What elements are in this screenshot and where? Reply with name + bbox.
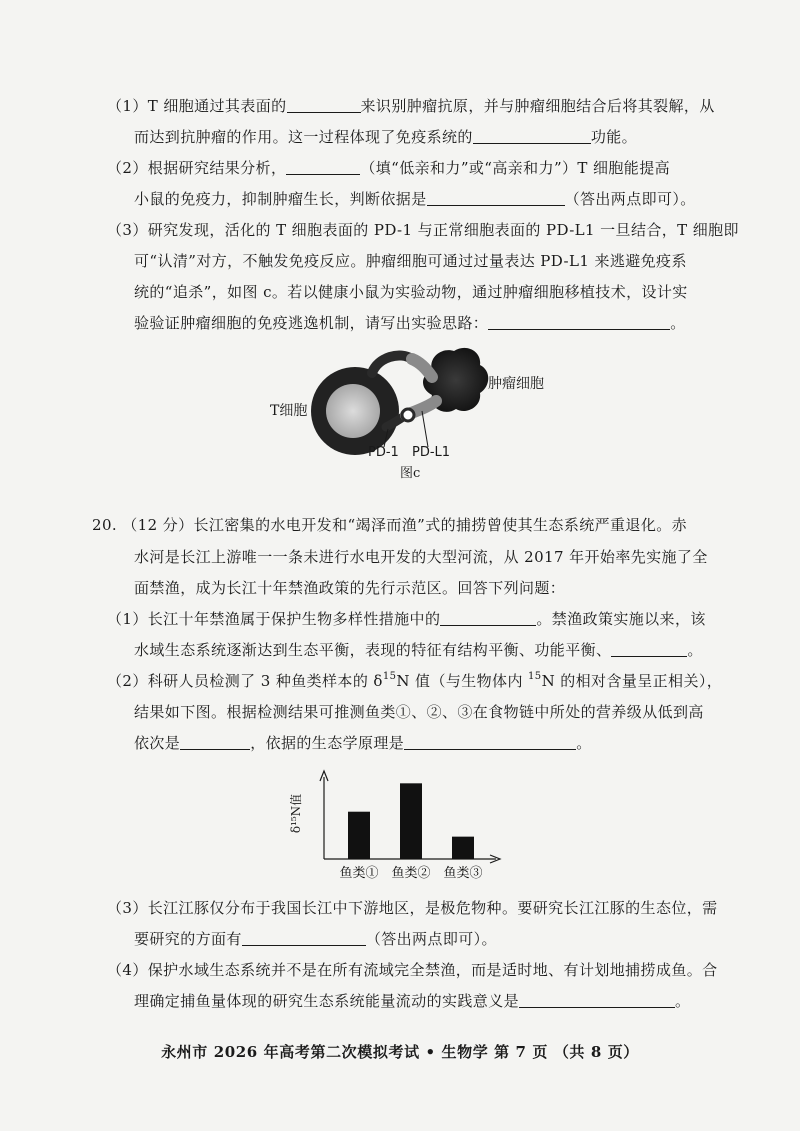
answer-blank[interactable] (427, 190, 565, 206)
q19-p1-line1: （1）T 细胞通过其表面的 来识别肿瘤抗原，并与肿瘤细胞结合后将其裂解，从 (107, 97, 715, 115)
answer-blank[interactable] (404, 734, 576, 750)
q20-p2-line2: 结果如下图。根据检测结果可推测鱼类①、②、③在食物链中所处的营养级从低到高 (134, 703, 704, 721)
pdl1-ligand-upper (412, 359, 432, 377)
pd1-label: PD-1 (368, 445, 399, 460)
chart-svg (300, 765, 510, 885)
q19-p3-line1: （3）研究发现，活化的 T 细胞表面的 PD-1 与正常细胞表面的 PD-L1 一旦结合，T 细胞即 (107, 221, 739, 239)
x-tick-label-3: 鱼类③ (443, 866, 483, 881)
delta15n-bar-chart (289, 765, 510, 885)
answer-blank[interactable] (242, 930, 366, 946)
figure-c (260, 335, 560, 485)
answer-blank[interactable] (286, 159, 360, 175)
figure-caption: 图c (400, 466, 421, 481)
q20-p3-line2: 要研究的方面有 （答出两点即可）。 (134, 930, 497, 948)
t-cell-label: T细胞 (270, 403, 308, 419)
q20-p1-line1: （1）长江十年禁渔属于保护生物多样性措施中的 。禁渔政策实施以来，该 (107, 610, 706, 628)
x-tick-labels (339, 865, 482, 881)
answer-blank[interactable] (488, 314, 670, 330)
q20-intro-line3: 面禁渔，成为长江十年禁渔政策的先行示范区。回答下列问题： (134, 579, 566, 597)
q19-p2-line2: 小鼠的免疫力，抑制肿瘤生长，判断依据是 （答出两点即可）。 (134, 190, 696, 208)
pdl1-label: PD-L1 (412, 445, 451, 460)
q20-p3-line1: （3）长江江豚仅分布于我国长江中下游地区，是极危物种。要研究长江江豚的生态位，需 (107, 899, 718, 917)
page-footer: 永州市 2026 年高考第二次模拟考试 • 生物学 第 7 页 （共 8 页） (161, 1043, 639, 1061)
answer-blank[interactable] (180, 734, 250, 750)
tumor-cell-label: 肿瘤细胞 (488, 376, 544, 392)
bar-1 (348, 812, 370, 859)
answer-blank[interactable] (519, 992, 675, 1008)
bar-3 (452, 837, 474, 859)
q19-p3-line3: 统的“追杀”，如图 c。若以健康小鼠为实验动物，通过肿瘤细胞移植技术，设计实 (134, 283, 688, 301)
q20-intro-line1: 20. （12 分）长江密集的水电开发和“竭泽而渔”式的捕捞曾使其生态系统严重退化。赤 (92, 516, 688, 534)
binding-site (402, 409, 414, 421)
y-axis-label: δ¹⁵N值 (289, 793, 304, 834)
answer-blank[interactable] (473, 128, 591, 144)
t-cell-nucleus (326, 384, 380, 438)
q19-p2-line1: （2）根据研究结果分析， （填“低亲和力”或“高亲和力”）T 细胞能提高 (107, 159, 671, 177)
q19-p1-line2: 而达到抗肿瘤的作用。这一过程体现了免疫系统的 功能。 (134, 128, 638, 146)
q20-intro-line2: 水河是长江上游唯一一条未进行水电开发的大型河流，从 2017 年开始率先实施了全 (134, 548, 708, 566)
bars-group (348, 783, 474, 859)
answer-blank[interactable] (611, 641, 687, 657)
answer-blank[interactable] (287, 97, 361, 113)
q19-p3-line2: 可“认清”对方，不触发免疫反应。肿瘤细胞可通过过量表达 PD-L1 来逃避免疫系 (134, 252, 687, 270)
answer-blank[interactable] (440, 610, 536, 626)
q20-p4-line2: 理确定捕鱼量体现的研究生态系统能量流动的实践意义是 。 (134, 992, 691, 1010)
x-tick-label-1: 鱼类① (339, 866, 379, 881)
q19-p3-line4: 验验证肿瘤细胞的免疫逃逸机制，请写出实验思路： 。 (134, 314, 686, 332)
q20-p4-line1: （4）保护水域生态系统并不是在所有流域完全禁渔，而是适时地、有计划地捕捞成鱼。合 (107, 961, 718, 979)
q20-p1-line2: 水域生态系统逐渐达到生态平衡，表现的特征有结构平衡、功能平衡、 。 (134, 641, 703, 659)
pdl1-leader-line (422, 411, 428, 447)
pd1-receptor-upper (372, 355, 412, 373)
x-tick-label-2: 鱼类② (391, 866, 431, 881)
q20-p2-line3: 依次是 ，依据的生态学原理是 。 (134, 734, 592, 752)
bar-2 (400, 783, 422, 859)
q20-p2-line1: （2）科研人员检测了 3 种鱼类样本的 $\delta^{15}N$ 值（与生物体内 $^{15}$N 的相对含量呈正相关）， (107, 671, 723, 690)
